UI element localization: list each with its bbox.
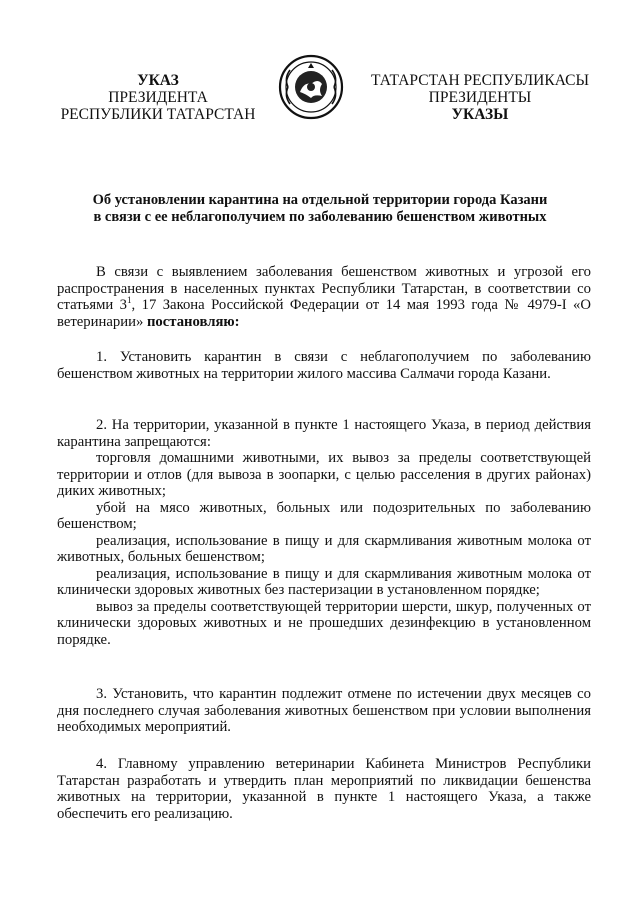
header-left-line1: УКАЗ [137,72,179,89]
prohibition-item: торговля домашними животными, их вывоз за пределы соответствующей территории и отлов (для вывоза в зоопарки, с целью расселения в других районах) диких животных; [57,450,591,499]
paragraph-3 [57,686,591,736]
preamble-part1: В связи с выявлением заболевания бешенством животных и угрозой его распространения в населенных пунктах Республики Татарстан, в соответствии со статьями 3 [57,264,591,313]
title-line2: в связи с ее неблагополучием по заболеванию бешенством животных [93,209,547,225]
header-right-line3: УКАЗЫ [451,106,509,123]
preamble-part2: , 17 Закона Российской Федерации от 14 мая 1993 года № 4979-I «О ветеринарии» [57,297,591,330]
header-left-line3: РЕСПУБЛИКИ ТАТАРСТАН [60,106,256,123]
preamble-paragraph [57,264,591,330]
paragraph-2-intro: 2. На территории, указанной в пункте 1 настоящего Указа, в период действия карантина запрещаются: [57,417,591,450]
header-right-line1: ТАТАРСТАН РЕСПУБЛИКАСЫ [371,72,589,89]
paragraph-2 [57,417,591,648]
prohibition-item: вывоз за пределы соответствующей территории шерсти, шкур, полученных от клинически здоровых животных и не прошедших дезинфекцию в установленном порядке. [57,598,591,648]
decree-word: постановляю: [146,313,240,330]
header-right-line2: ПРЕЗИДЕНТЫ [428,89,532,106]
header-left-russian [48,72,268,123]
paragraph-1-text: 1. Установить карантин в связи с неблагополучием по заболеванию бешенством животных на территории жилого массива Салмачи города Казани. [57,349,591,382]
preamble [57,264,591,330]
paragraph-4-text: 4. Главному управлению ветеринарии Кабинета Министров Республики Татарстан разработать и утвердить план мероприятий по ликвидации бешенства животных на территории, указанной в пункте 1 настоящего Указа, а также обеспечить его реализацию. [57,756,591,822]
document-title [40,192,600,226]
header-left-line2: ПРЕЗИДЕНТА [108,89,208,106]
prohibition-item: реализация, использование в пищу и для скармливания животным молока от клинически здоровых животных без пастеризации в установленном порядке; [57,565,591,598]
paragraph-1 [57,349,591,382]
prohibition-item: убой на мясо животных, больных или подозрительных по заболеванию бешенством; [57,499,591,532]
coat-of-arms-emblem-icon [278,54,344,120]
preamble-superscript: 1 [127,295,132,306]
title-line1: Об установлении карантина на отдельной территории города Казани [92,192,548,208]
header-right-tatar [360,72,600,123]
paragraph-3-text: 3. Установить, что карантин подлежит отмене по истечении двух месяцев со дня последнего случая заболевания животных бешенством при условии выполнения необходимых мероприятий. [57,686,591,735]
paragraph-4 [57,756,591,822]
prohibition-item: реализация, использование в пищу и для скармливания животным молока от животных, больных бешенством; [57,532,591,565]
